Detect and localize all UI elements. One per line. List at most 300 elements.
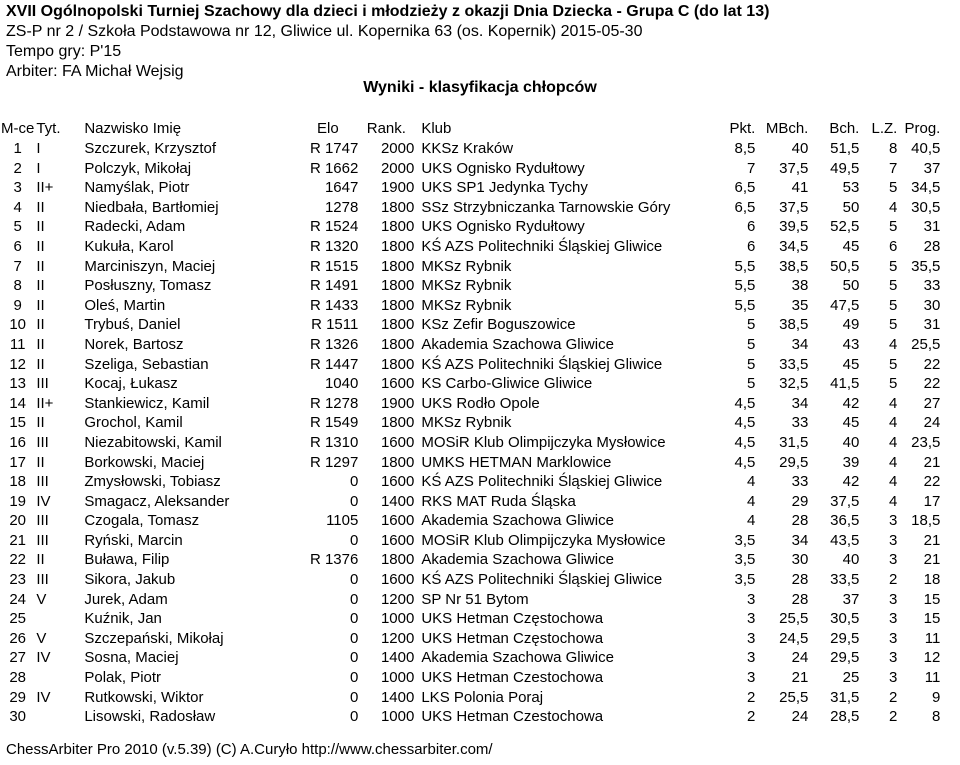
cell-club: KSz Zefir Boguszowice (421, 316, 576, 334)
cell-mbch: 28 (791, 512, 809, 530)
cell-elo: 0 (350, 708, 359, 726)
cell-name: Ryński, Marcin (84, 531, 183, 549)
col-header-bch: Bch. (829, 120, 860, 137)
cell-wins: 4 (889, 492, 898, 510)
cell-title: V (36, 629, 47, 647)
cell-mbch: 29,5 (779, 453, 809, 471)
table-row (1, 257, 940, 277)
cell-points: 7 (747, 159, 756, 177)
cell-points: 2 (747, 688, 756, 706)
cell-progress: 23,5 (911, 433, 941, 451)
cell-rank: 1400 (380, 492, 415, 510)
table-row (1, 550, 940, 570)
cell-wins: 2 (889, 688, 898, 706)
document-header (6, 2, 956, 82)
cell-title: II (36, 414, 45, 432)
cell-elo: 1105 (326, 512, 359, 530)
cell-mbch: 28 (791, 590, 809, 608)
cell-wins: 3 (889, 629, 898, 647)
cell-place: 7 (13, 257, 22, 275)
cell-points: 8,5 (734, 140, 756, 157)
cell-bch: 40 (842, 433, 860, 451)
cell-title: III (36, 571, 49, 589)
cell-wins: 2 (889, 708, 898, 726)
table-row (1, 472, 940, 492)
cell-place: 9 (13, 296, 22, 314)
cell-elo: 0 (350, 531, 359, 549)
cell-bch: 50,5 (830, 257, 860, 275)
cell-elo: 0 (350, 590, 359, 608)
cell-club: RKS MAT Ruda Śląska (421, 492, 576, 510)
cell-name: Polak, Piotr (84, 669, 162, 687)
tournament-arbiter: Arbiter: FA Michał Wejsig (6, 63, 184, 80)
cell-progress: 40,5 (911, 140, 941, 157)
cell-wins: 5 (889, 257, 898, 275)
cell-rank: 1600 (380, 473, 415, 491)
cell-points: 6 (747, 218, 756, 236)
cell-progress: 35,5 (911, 257, 941, 275)
cell-rank: 1600 (380, 512, 415, 530)
cell-wins: 5 (889, 355, 898, 373)
cell-points: 5 (747, 316, 756, 334)
cell-place: 12 (9, 355, 27, 373)
cell-mbch: 38,5 (779, 316, 809, 334)
cell-elo: R 1491 (309, 277, 359, 295)
cell-name: Trybuś, Daniel (84, 316, 181, 334)
cell-wins: 4 (889, 394, 898, 412)
cell-bch: 49 (842, 316, 860, 334)
cell-name: Kukuła, Karol (84, 237, 174, 255)
cell-title: III (36, 375, 49, 393)
cell-progress: 28 (923, 237, 941, 255)
cell-name: Zmysłowski, Tobiasz (84, 473, 221, 491)
cell-progress: 11 (924, 629, 941, 647)
cell-place: 2 (13, 159, 22, 177)
cell-elo: R 1278 (309, 394, 359, 412)
cell-rank: 1800 (380, 277, 415, 295)
tournament-tempo: Tempo gry: P'15 (6, 43, 122, 60)
cell-place: 5 (13, 218, 22, 236)
cell-progress: 30 (923, 296, 941, 314)
cell-title: II (36, 316, 45, 334)
cell-mbch: 24 (791, 708, 809, 726)
cell-club: UKS Ognisko Rydułtowy (421, 218, 585, 236)
cell-rank: 1900 (380, 394, 415, 412)
cell-rank: 1400 (380, 688, 415, 706)
cell-club: KŚ AZS Politechniki Śląskiej Gliwice (421, 473, 663, 491)
cell-bch: 52,5 (830, 218, 860, 236)
cell-club: KS Carbo-Gliwice Gliwice (421, 375, 593, 393)
cell-elo: 1040 (324, 375, 359, 393)
table-row (1, 433, 940, 453)
cell-rank: 1800 (380, 198, 415, 216)
cell-bch: 43,5 (830, 531, 860, 549)
cell-wins: 5 (889, 179, 898, 197)
cell-name: Norek, Bartosz (84, 335, 184, 353)
cell-title: III (36, 531, 49, 549)
cell-title: II (36, 257, 45, 275)
cell-bch: 39 (842, 453, 860, 471)
cell-bch: 45 (842, 237, 860, 255)
table-row (1, 217, 940, 237)
col-header-name: Nazwisko Imię (84, 120, 182, 137)
cell-wins: 2 (889, 571, 898, 589)
cell-title: II+ (36, 179, 54, 197)
cell-wins: 3 (889, 669, 898, 687)
table-row (1, 355, 940, 375)
cell-club: MKSz Rybnik (421, 277, 512, 295)
cell-points: 4,5 (734, 394, 756, 412)
cell-name: Sikora, Jakub (84, 571, 176, 589)
cell-place: 21 (9, 531, 27, 549)
cell-rank: 1200 (380, 629, 415, 647)
cell-points: 3 (747, 590, 756, 608)
table-row (1, 198, 940, 218)
cell-mbch: 40 (791, 140, 809, 157)
cell-mbch: 33 (791, 473, 809, 491)
table-row (1, 178, 940, 198)
cell-club: UKS Rodło Opole (421, 394, 540, 412)
cell-bch: 30,5 (830, 610, 860, 628)
cell-points: 4,5 (734, 433, 756, 451)
cell-place: 30 (9, 708, 27, 726)
cell-club: SSz Strzybniczanka Tarnowskie Góry (421, 198, 671, 216)
table-row (1, 335, 940, 355)
table-row (1, 159, 940, 179)
col-header-title: Tyt. (36, 120, 61, 137)
cell-name: Kocaj, Łukasz (84, 375, 178, 393)
cell-place: 10 (9, 316, 27, 334)
cell-name: Kuźnik, Jan (84, 610, 162, 628)
cell-points: 3 (747, 649, 756, 667)
cell-place: 25 (9, 610, 27, 628)
cell-points: 4 (747, 473, 756, 491)
cell-rank: 1800 (380, 296, 415, 314)
cell-title (34, 707, 84, 727)
cell-elo: R 1320 (309, 237, 359, 255)
table-row (1, 590, 940, 610)
cell-progress: 21 (923, 531, 941, 549)
table-row (1, 315, 940, 335)
cell-club: UMKS HETMAN Marklowice (421, 453, 612, 471)
cell-points: 5,5 (734, 257, 756, 275)
cell-club: UKS Ognisko Rydułtowy (421, 159, 585, 177)
cell-name: Szeliga, Sebastian (84, 355, 209, 373)
cell-elo: R 1326 (309, 335, 359, 353)
cell-points: 4 (747, 492, 756, 510)
table-row (1, 139, 940, 159)
col-header-mbch: MBch. (765, 120, 809, 137)
header-row (1, 119, 940, 139)
table-row (1, 609, 940, 629)
tournament-venue: ZS-P nr 2 / Szkoła Podstawowa nr 12, Gliwice ul. Kopernika 63 (os. Kopernik) 2015-05-30 (6, 23, 643, 40)
cell-elo: R 1515 (309, 257, 359, 275)
cell-mbch: 34 (791, 531, 809, 549)
cell-place: 26 (9, 629, 27, 647)
table-row (1, 276, 940, 296)
cell-club: UKS Hetman Częstochowa (421, 610, 604, 628)
table-row (1, 413, 940, 433)
cell-points: 3 (747, 629, 756, 647)
cell-mbch: 38 (791, 277, 809, 295)
cell-rank: 1800 (380, 355, 415, 373)
cell-points: 6 (747, 237, 756, 255)
cell-name: Lisowski, Radosław (84, 708, 216, 726)
cell-rank: 1900 (380, 179, 415, 197)
cell-name: Borkowski, Maciej (84, 453, 205, 471)
table-row (1, 453, 940, 473)
cell-name: Buława, Filip (84, 551, 170, 569)
cell-points: 3 (747, 610, 756, 628)
cell-place: 14 (9, 394, 27, 412)
cell-club: KKSz Kraków (421, 140, 514, 157)
cell-rank: 1600 (380, 375, 415, 393)
cell-wins: 3 (889, 590, 898, 608)
cell-bch: 42 (842, 394, 860, 412)
cell-place: 4 (13, 198, 22, 216)
cell-club: UKS SP1 Jedynka Tychy (421, 179, 588, 197)
cell-place: 1 (13, 140, 22, 157)
cell-progress: 30,5 (911, 198, 941, 216)
cell-points: 6,5 (734, 179, 756, 197)
col-header-place: M-ce (1, 120, 35, 137)
cell-club: LKS Polonia Poraj (421, 688, 544, 706)
cell-name: Posłuszny, Tomasz (84, 277, 212, 295)
results-table-header (1, 119, 940, 139)
cell-name: Oleś, Martin (84, 296, 166, 314)
cell-place: 16 (9, 433, 27, 451)
cell-bch: 42 (842, 473, 860, 491)
cell-bch: 36,5 (830, 512, 860, 530)
cell-place: 28 (9, 669, 27, 687)
cell-wins: 6 (889, 237, 898, 255)
cell-mbch: 25,5 (779, 610, 809, 628)
cell-place: 3 (13, 179, 22, 197)
cell-points: 5 (747, 355, 756, 373)
cell-rank: 1800 (380, 316, 415, 334)
cell-bch: 25 (842, 669, 860, 687)
cell-name: Rutkowski, Wiktor (84, 688, 204, 706)
cell-name: Czogala, Tomasz (84, 512, 200, 530)
cell-name: Niezabitowski, Kamil (84, 433, 222, 451)
cell-wins: 3 (889, 649, 898, 667)
cell-name: Smagacz, Aleksander (84, 492, 230, 510)
cell-bch: 31,5 (830, 688, 860, 706)
cell-title: II+ (36, 394, 54, 412)
cell-progress: 31 (923, 218, 941, 236)
cell-bch: 49,5 (830, 159, 860, 177)
cell-points: 3,5 (734, 571, 756, 589)
cell-title: V (36, 590, 47, 608)
cell-mbch: 28 (791, 571, 809, 589)
cell-rank: 1800 (380, 218, 415, 236)
cell-title: II (36, 453, 45, 471)
cell-name: Stankiewicz, Kamil (84, 394, 210, 412)
cell-title: II (36, 218, 45, 236)
cell-club: MOSiR Klub Olimpijczyka Mysłowice (421, 433, 666, 451)
cell-club: UKS Hetman Częstochowa (421, 629, 604, 647)
cell-bch: 40 (842, 551, 860, 569)
cell-elo: R 1433 (309, 296, 359, 314)
cell-name: Marciniszyn, Maciej (84, 257, 216, 275)
cell-bch: 45 (842, 414, 860, 432)
cell-title: II (36, 551, 45, 569)
cell-club: KŚ AZS Politechniki Śląskiej Gliwice (421, 571, 663, 589)
cell-club: Akademia Szachowa Gliwice (421, 649, 614, 667)
cell-progress: 33 (923, 277, 941, 295)
cell-wins: 4 (889, 453, 898, 471)
col-header-club: Klub (421, 120, 452, 137)
cell-name: Namyślak, Piotr (84, 179, 190, 197)
cell-wins: 3 (889, 610, 898, 628)
cell-elo: 1278 (324, 198, 359, 216)
col-header-elo: Elo (317, 120, 339, 137)
table-row (1, 492, 940, 512)
cell-bch: 43 (842, 335, 860, 353)
cell-wins: 4 (889, 433, 898, 451)
cell-name: Niedbała, Bartłomiej (84, 198, 219, 216)
cell-title: I (36, 140, 41, 157)
cell-points: 4,5 (734, 414, 756, 432)
cell-points: 5 (747, 375, 756, 393)
cell-title: III (36, 433, 49, 451)
cell-place: 29 (9, 688, 27, 706)
cell-wins: 4 (889, 198, 898, 216)
cell-progress: 37 (923, 159, 941, 177)
cell-wins: 4 (889, 473, 898, 491)
cell-mbch: 30 (791, 551, 809, 569)
cell-elo: R 1524 (309, 218, 359, 236)
cell-place: 15 (9, 414, 27, 432)
table-row (1, 394, 940, 414)
cell-club: Akademia Szachowa Gliwice (421, 335, 614, 353)
cell-mbch: 32,5 (779, 375, 809, 393)
cell-place: 17 (9, 453, 27, 471)
cell-club: MKSz Rybnik (421, 296, 512, 314)
cell-title (34, 609, 84, 629)
cell-bch: 37,5 (830, 492, 860, 510)
cell-points: 5 (747, 335, 756, 353)
cell-progress: 21 (923, 453, 941, 471)
cell-mbch: 33 (791, 414, 809, 432)
cell-bch: 29,5 (830, 629, 860, 647)
cell-bch: 51,5 (830, 140, 860, 157)
cell-mbch: 24 (791, 649, 809, 667)
cell-name: Szczurek, Krzysztof (84, 140, 217, 157)
cell-wins: 3 (889, 531, 898, 549)
cell-place: 6 (13, 237, 22, 255)
cell-title: II (36, 355, 45, 373)
cell-wins: 5 (889, 296, 898, 314)
cell-mbch: 39,5 (779, 218, 809, 236)
cell-rank: 1600 (380, 531, 415, 549)
cell-wins: 5 (889, 218, 898, 236)
cell-progress: 21 (923, 551, 941, 569)
cell-rank: 1800 (380, 335, 415, 353)
cell-progress: 9 (932, 688, 941, 706)
cell-elo: 0 (350, 571, 359, 589)
cell-title: II (36, 296, 45, 314)
cell-progress: 11 (924, 669, 941, 687)
cell-bch: 29,5 (830, 649, 860, 667)
cell-club: UKS Hetman Czestochowa (421, 708, 604, 726)
cell-progress: 25,5 (911, 335, 941, 353)
cell-name: Polczyk, Mikołaj (84, 159, 192, 177)
cell-mbch: 37,5 (779, 159, 809, 177)
cell-place: 24 (9, 590, 27, 608)
cell-bch: 41,5 (830, 375, 860, 393)
software-footer: ChessArbiter Pro 2010 (v.5.39) (C) A.Curyło http://www.chessarbiter.com/ (6, 741, 493, 758)
cell-points: 5,5 (734, 277, 756, 295)
cell-progress: 15 (923, 610, 941, 628)
cell-elo: R 1376 (309, 551, 359, 569)
cell-wins: 3 (889, 512, 898, 530)
cell-points: 4 (747, 512, 756, 530)
cell-mbch: 38,5 (779, 257, 809, 275)
cell-mbch: 34,5 (779, 237, 809, 255)
cell-place: 20 (9, 512, 27, 530)
cell-mbch: 34 (791, 394, 809, 412)
cell-elo: R 1747 (309, 140, 359, 157)
cell-place: 18 (9, 473, 27, 491)
table-row (1, 707, 940, 727)
cell-bch: 53 (842, 179, 860, 197)
cell-mbch: 35 (791, 296, 809, 314)
section-title: Wyniki - klasyfikacja chłopców (363, 79, 597, 96)
cell-mbch: 41 (791, 179, 809, 197)
cell-elo: 0 (350, 473, 359, 491)
cell-place: 19 (9, 492, 27, 510)
cell-wins: 4 (889, 414, 898, 432)
cell-mbch: 37,5 (779, 198, 809, 216)
cell-name: Jurek, Adam (84, 590, 168, 608)
cell-progress: 31 (923, 316, 941, 334)
cell-rank: 1800 (380, 551, 415, 569)
cell-elo: R 1662 (309, 159, 359, 177)
col-header-rank: Rank. (366, 120, 406, 137)
cell-elo: 0 (350, 492, 359, 510)
cell-name: Sosna, Maciej (84, 649, 179, 667)
cell-points: 3,5 (734, 531, 756, 549)
cell-mbch: 31,5 (779, 433, 809, 451)
cell-bch: 33,5 (830, 571, 860, 589)
cell-elo: 0 (350, 669, 359, 687)
cell-elo: 1647 (324, 179, 359, 197)
table-row (1, 531, 940, 551)
cell-points: 3,5 (734, 551, 756, 569)
cell-rank: 1400 (380, 649, 415, 667)
cell-club: MKSz Rybnik (421, 257, 512, 275)
cell-rank: 1800 (380, 237, 415, 255)
cell-progress: 34,5 (911, 179, 941, 197)
cell-progress: 12 (923, 649, 941, 667)
cell-elo: 0 (350, 649, 359, 667)
cell-wins: 5 (889, 375, 898, 393)
cell-wins: 5 (889, 277, 898, 295)
cell-elo: R 1511 (311, 316, 359, 334)
table-row (1, 511, 940, 531)
cell-wins: 8 (889, 140, 898, 157)
cell-club: KŚ AZS Politechniki Śląskiej Gliwice (421, 355, 663, 373)
cell-title: III (36, 473, 49, 491)
cell-place: 11 (9, 335, 26, 353)
cell-place: 22 (9, 551, 27, 569)
cell-progress: 15 (923, 590, 941, 608)
cell-place: 8 (13, 277, 22, 295)
cell-title: II (36, 198, 45, 216)
table-row (1, 237, 940, 257)
cell-rank: 1600 (380, 433, 415, 451)
